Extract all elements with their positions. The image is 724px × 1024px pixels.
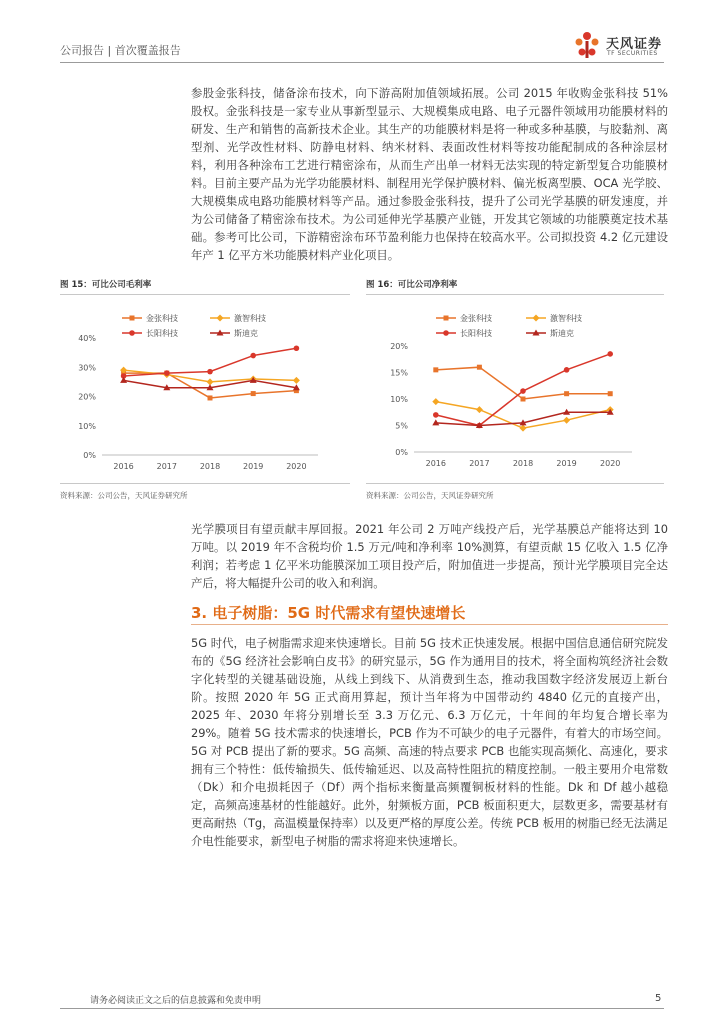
chart1-data-point — [433, 367, 438, 372]
logo-mark-icon — [572, 30, 602, 60]
chart1-y-tick-label: 0% — [395, 448, 408, 457]
chart0-x-tick-label: 2018 — [199, 462, 221, 471]
logo-en-text: TF SECURITIES — [607, 50, 658, 57]
chart1-series-line — [436, 367, 610, 399]
page-number: 5 — [655, 993, 662, 1004]
chart1-x-tick-label: 2016 — [425, 459, 446, 468]
figure-15-top-rule — [60, 294, 350, 295]
figure-16-top-rule — [366, 294, 664, 295]
chart1-x-tick-label: 2020 — [600, 459, 621, 468]
chart1-x-tick-label: 2018 — [512, 459, 534, 468]
chart1-y-tick-label: 5% — [395, 421, 408, 431]
chart1-legend-label: 激智科技 — [550, 314, 582, 323]
chart0-data-point — [120, 377, 127, 383]
chart0-y-tick-label: 30% — [78, 363, 96, 373]
figure-16-title: 图 16：可比公司净利率 — [366, 280, 458, 290]
chart0-legend-label: 长阳科技 — [146, 329, 178, 338]
chart0-data-point — [251, 391, 256, 396]
chart1-data-point — [608, 391, 613, 396]
figure-15-title: 图 15：可比公司毛利率 — [60, 280, 152, 290]
chart0-data-point — [250, 353, 256, 359]
chart0-legend-label: 激智科技 — [234, 314, 266, 323]
chart1-data-point — [432, 398, 439, 405]
figure-15-source: 资料来源：公司公告，天风证券研究所 — [60, 491, 188, 500]
chart0-y-tick-label: 10% — [78, 421, 96, 431]
chart0-x-tick-label: 2019 — [243, 462, 264, 471]
chart0-data-point — [293, 377, 300, 384]
chart1-legend-label: 金张科技 — [460, 314, 492, 323]
paragraph-jinzhang — [191, 84, 668, 264]
paragraph-electronic-resin-text: 5G 时代，电子树脂需求迎来快速增长。目前 5G 技术正快速发展。根据中国信息通信研究院发布的《5G 经济社会影响白皮书》的研究显示，5G 作为通用目的技术，将全面构筑经济社会数字化转型的关键基础设施，从线上到线下、从消费到生态，推动我国数字经济发展迈上新台阶。按照 2020 年 5G 正式商用算起，预计当年将为中国带动约 4840 亿元的直接产出，2025 年、2030 年将分别增长至 3.3 万亿元、6.3 万亿元，十年间的年均复合增长率为 29%。随着 5G 技术需求的快速增长，PCB 作为不可缺少的电子元器件，有着大的市场空间。5G 对 PCB 提出了新的要求。5G 高频、高速的特点要求 PCB 也能实现高频化、高速化，要求拥有三个特性：低传输损失、低传输延迟、以及高特性阻抗的精度控制。一般主要用介电常数（Dk）和介电损耗因子（Df）两个指标来衡量高频覆铜板材料的性能。Dk 和 Df 越小越稳定，高频高速基材的性能越好。此外，射频板方面，PCB 板面积更大，层数更多，需要基材有更高耐热（Tg，高温模量保持率）以及更严格的厚度公差。传统 PCB 板用的树脂已经无法满足介电性能要求，新型电子树脂的需求将迎来快速增长。 — [191, 636, 668, 848]
chart0-data-point — [208, 395, 213, 400]
chart1-x-tick-label: 2017 — [469, 459, 490, 468]
chart0-y-tick-label: 40% — [78, 334, 96, 343]
paragraph-optical-film-text: 光学膜项目有望贡献丰厚回报。2021 年公司 2 万吨产线投产后，光学基膜总产能将达到 10 万吨。以 2019 年不含税均价 1.5 万元/吨和净利率 10%测算，有望贡献 15 亿收入 1.5 亿净利润；若考虑 1 亿平米功能膜深加工项目投产后，附加值进一步提高，预计光学膜项目完全达产后，将大幅提升公司的收入和利润。 — [191, 522, 668, 590]
paragraph-jinzhang-text: 参股金张科技，储备涂布技术，向下游高附加值领域拓展。公司 2015 年收购金张科技 51% 股权。金张科技是一家专业从事新型显示、大规模集成电路、电子元器件领域用功能膜材料的研发、生产和销售的高新技术企业。其生产的功能膜材料是将一种或多种基膜，与胶黏剂、离型剂、光学改性材料、防静电材料、纳米材料、表面改性材料等按功能配制成的各种涂层材料，利用各种涂布工艺进行精密涂布，从而生产出单一材料无法实现的特定新型复合功能膜材料。目前主要产品为光学功能膜材料、制程用光学保护膜材料、偏光板离型膜、OCA 光学胶、大规模集成电路功能膜材料等产品。通过参股金张科技，提升了公司光学基膜的研发速度，并为公司储备了精密涂布技术。为公司延伸光学基膜产业链，开发其它领域的功能膜奠定技术基础。参考可比公司，下游精密涂布环节盈利能力也保持在较高水平。公司拟投资 4.2 亿元建设年产 1 亿平方米功能膜材料产业化项目。 — [191, 86, 668, 262]
chart1-data-point — [477, 365, 482, 370]
figure-16-source: 资料来源：公司公告，天风证券研究所 — [366, 491, 494, 500]
figure-16-net-margin-chart — [366, 300, 664, 480]
footer-divider — [60, 1008, 664, 1009]
chart1-y-tick-label: 10% — [390, 395, 408, 404]
chart0-data-point — [294, 345, 300, 351]
chart0-x-tick-label: 2016 — [113, 462, 134, 471]
chart1-legend-marker — [444, 316, 449, 321]
figure-15-bottom-rule — [60, 483, 350, 484]
company-logo — [572, 30, 664, 60]
chart1-data-point — [564, 367, 570, 373]
chart0-legend-marker — [130, 316, 135, 321]
figure-15-gross-margin-chart — [60, 300, 350, 480]
chart0-legend-label: 斯迪克 — [234, 329, 258, 338]
chart0-data-point — [164, 370, 170, 376]
chart1-legend-label: 长阳科技 — [460, 329, 492, 338]
chart1-data-point — [564, 391, 569, 396]
chart1-legend-label: 斯迪克 — [550, 329, 574, 338]
logo-cn-text: 天风证券 — [606, 37, 663, 52]
chart0-legend-label: 金张科技 — [146, 314, 178, 323]
chart1-data-point — [520, 425, 527, 432]
chart0-legend-marker — [129, 330, 135, 336]
figure-16-bottom-rule — [366, 483, 664, 484]
paragraph-electronic-resin — [191, 634, 668, 850]
chart0-x-tick-label: 2020 — [286, 462, 307, 471]
chart1-y-tick-label: 20% — [390, 342, 408, 351]
chart0-x-tick-label: 2017 — [156, 462, 177, 471]
section-heading: 3. 电子树脂：5G 时代需求有望快速增长 — [191, 604, 466, 622]
chart0-y-tick-label: 0% — [83, 451, 96, 460]
chart1-y-tick-label: 15% — [390, 368, 408, 378]
chart1-data-point — [521, 397, 526, 402]
chart1-legend-marker — [443, 330, 449, 336]
chart0-data-point — [207, 369, 213, 375]
chart1-data-point — [607, 351, 613, 357]
footer-disclaimer: 请务必阅读正文之后的信息披露和免责申明 — [90, 996, 262, 1006]
chart1-x-tick-label: 2019 — [556, 459, 577, 468]
section-heading-rule — [191, 624, 668, 625]
chart0-y-tick-label: 20% — [78, 392, 96, 402]
chart0-legend-marker — [217, 315, 224, 322]
chart1-data-point — [433, 412, 439, 418]
header-divider — [60, 62, 664, 63]
chart1-data-point — [476, 406, 483, 413]
chart1-data-point — [563, 417, 570, 424]
chart1-legend-marker — [533, 315, 540, 322]
report-header-label: 公司报告 | 首次覆盖报告 — [60, 44, 181, 57]
paragraph-optical-film — [191, 520, 668, 592]
chart1-data-point — [520, 388, 526, 394]
